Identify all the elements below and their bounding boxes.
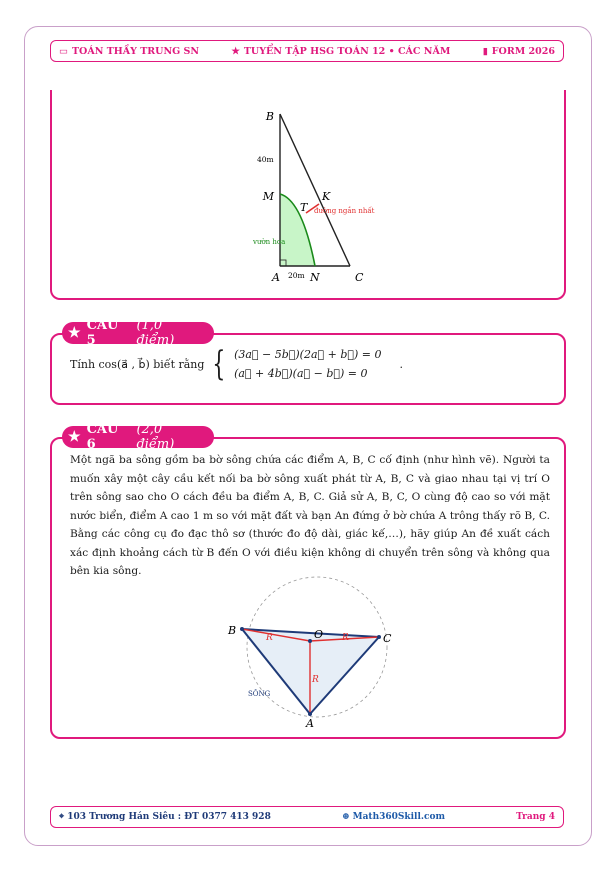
question-6-tag (62, 422, 214, 452)
point-b (240, 627, 244, 631)
label-c2: C (383, 632, 392, 645)
location-icon: ⌖ (59, 812, 65, 822)
garden-area (280, 194, 315, 266)
question-5-suffix: . (399, 357, 403, 371)
label-o: O (314, 628, 324, 641)
header-center-text: TUYỂN TẬP HSG TOÁN 12 • CÁC NĂM (243, 45, 451, 57)
question-6-points: (2,0 điểm) (136, 422, 175, 452)
header-left-text: TOÁN THẦY TRUNG SN (71, 45, 200, 57)
teacher-icon: ▭ (59, 45, 68, 57)
footer-page-number: Trang 4 (516, 812, 555, 822)
footer-bar (50, 806, 564, 828)
question-6-text: Một ngã ba sông gồm ba bờ sông chứa các điểm A, B, C cố định (như hình vẽ). Người ta muốn xây một cây cầu kết nối ba bờ sông xuất phát từ A, B, C và giao nhau tại vị trí O trên sông sao cho O cách đều ba điểm A, B, C. Giả sử A, B, C, O cùng độ cao so với mặt nước biển, điểm A cao 1 m so với mặt đất và bạn An đứng ở bờ chứa A trông thấy rõ B, C. Bằng các công cụ đo đạc thô sơ (thước đo độ dài, giác kế,…), hãy giúp An đề xuất cách xác định khoảng cách từ B đến O với điều kiện không di chuyển trên sông và không qua bên kia sông. (70, 454, 550, 577)
header-right-text: FORM 2026 (491, 45, 555, 57)
previous-question-box (50, 90, 566, 300)
label-shortest: đường ngắn nhất (314, 207, 375, 215)
point-a (308, 712, 312, 716)
footer-left (59, 812, 271, 822)
question-5-title: CÂU 5 (86, 318, 119, 348)
footer-phone: ĐT 0377 413 928 (184, 812, 271, 822)
header-right (483, 46, 555, 57)
book-icon: ▮ (482, 45, 488, 57)
label-river: SÔNG (248, 690, 271, 698)
label-b2: B (228, 624, 237, 637)
label-t: T (300, 201, 308, 214)
brace-icon: { (212, 344, 226, 384)
label-r1: R (266, 633, 273, 643)
header-center (231, 46, 450, 57)
label-c: C (355, 271, 364, 284)
question-5-prefix: Tính cos(a⃗ , b⃗) biết rằng (70, 357, 205, 371)
label-k: K (322, 190, 331, 203)
question-5-points: (1,0 điểm) (136, 318, 175, 348)
label-length-an: 20m (288, 271, 305, 280)
point-o (308, 639, 312, 643)
label-r2: R (342, 633, 349, 643)
label-length-bm: 40m (257, 155, 274, 164)
header-left (59, 46, 199, 57)
question-5-content (70, 344, 403, 384)
equation-system (234, 348, 381, 380)
star-icon: ★ (68, 325, 81, 341)
header-bar (50, 40, 564, 62)
label-a2: A (306, 717, 314, 730)
equation-1: (3a⃗ − 5b⃗)(2a⃗ + b⃗) = 0 (234, 348, 382, 361)
footer-website-link[interactable]: Math360Skill.com (352, 812, 446, 822)
label-n: N (310, 271, 320, 284)
figure-garden (52, 90, 568, 300)
globe-icon: ⊕ (341, 812, 350, 822)
footer-center[interactable] (342, 812, 445, 822)
question-5-tag (62, 318, 214, 348)
label-m: M (262, 190, 274, 203)
star-icon: ★ (231, 45, 240, 57)
label-r3: R (312, 675, 319, 685)
label-a: A (272, 271, 280, 284)
label-garden: vườn hoa (253, 238, 286, 246)
point-c (377, 635, 381, 639)
star-icon: ★ (68, 429, 81, 445)
footer-address: 103 Trương Hán Siêu : (67, 812, 182, 822)
label-b: B (265, 110, 274, 123)
equation-2: (a⃗ + 4b⃗)(a⃗ − b⃗) = 0 (234, 367, 368, 380)
question-6-title: CÂU 6 (86, 422, 119, 452)
